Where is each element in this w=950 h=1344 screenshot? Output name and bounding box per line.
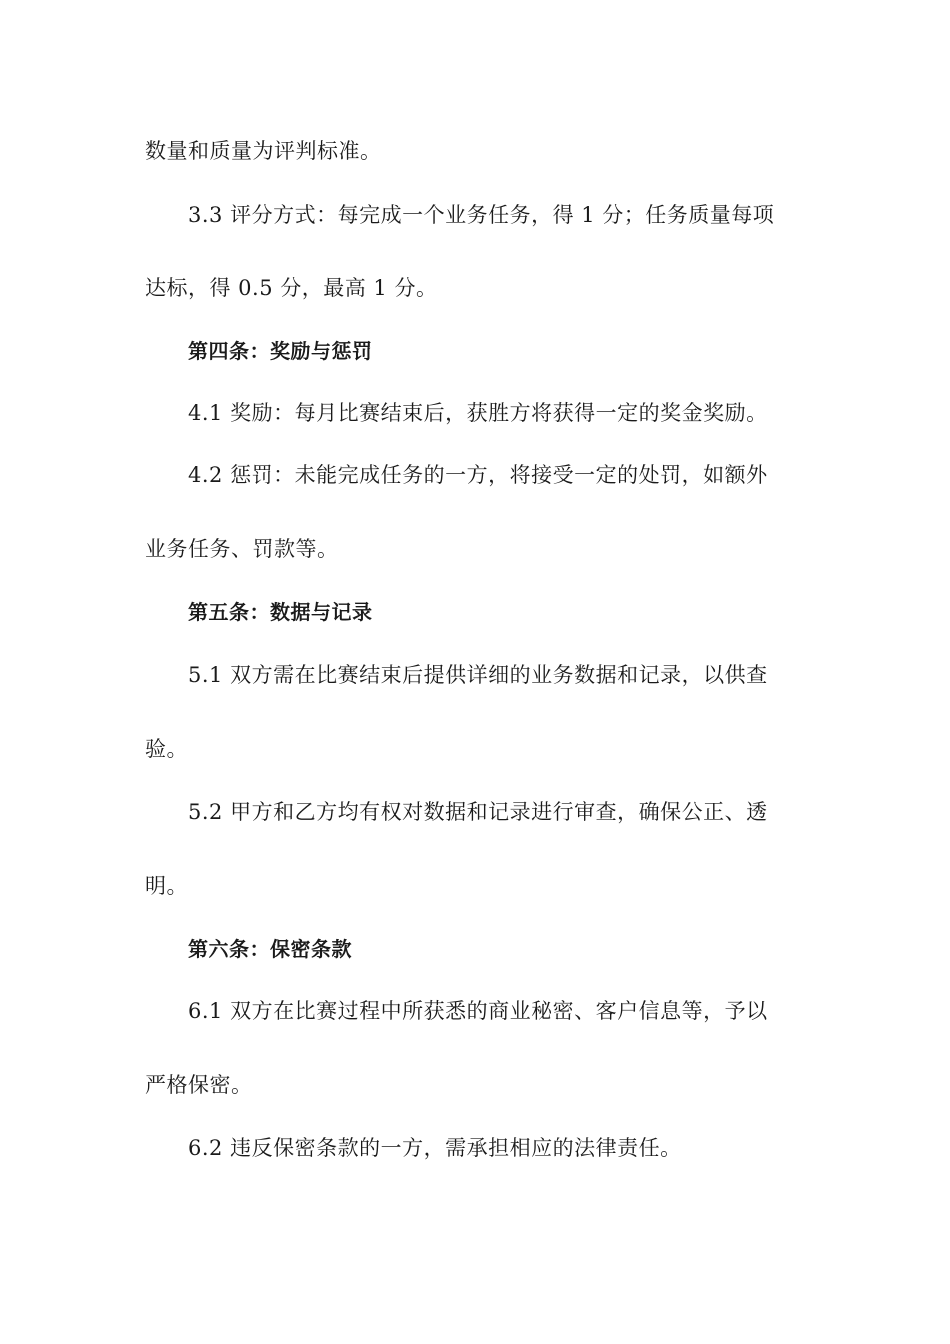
article-5-heading: 第五条：数据与记录 [188,600,373,624]
clause-4-2-line-1: 4.2 惩罚：未能完成任务的一方，将接受一定的处罚，如额外 [188,463,768,487]
clause-6-1-line-2: 严格保密。 [145,1073,253,1097]
clause-3-3-line-2: 达标，得 0.5 分，最高 1 分。 [145,276,438,300]
clause-6-2: 6.2 违反保密条款的一方，需承担相应的法律责任。 [188,1136,682,1160]
clause-5-1-line-2: 验。 [145,737,188,761]
clause-5-2-line-1: 5.2 甲方和乙方均有权对数据和记录进行审查，确保公正、透 [188,800,768,824]
clause-4-2-line-2: 业务任务、罚款等。 [145,537,339,561]
clause-5-1-line-1: 5.1 双方需在比赛结束后提供详细的业务数据和记录，以供查 [188,663,768,687]
clause-3-3-line-1: 3.3 评分方式：每完成一个业务任务，得 1 分；任务质量每项 [188,203,775,227]
paragraph-3-2-continuation: 数量和质量为评判标准。 [145,139,382,163]
article-6-heading: 第六条：保密条款 [188,937,352,961]
clause-4-1: 4.1 奖励：每月比赛结束后，获胜方将获得一定的奖金奖励。 [188,401,768,425]
clause-5-2-line-2: 明。 [145,874,188,898]
article-4-heading: 第四条：奖励与惩罚 [188,339,373,363]
clause-6-1-line-1: 6.1 双方在比赛过程中所获悉的商业秘密、客户信息等，予以 [188,999,768,1023]
